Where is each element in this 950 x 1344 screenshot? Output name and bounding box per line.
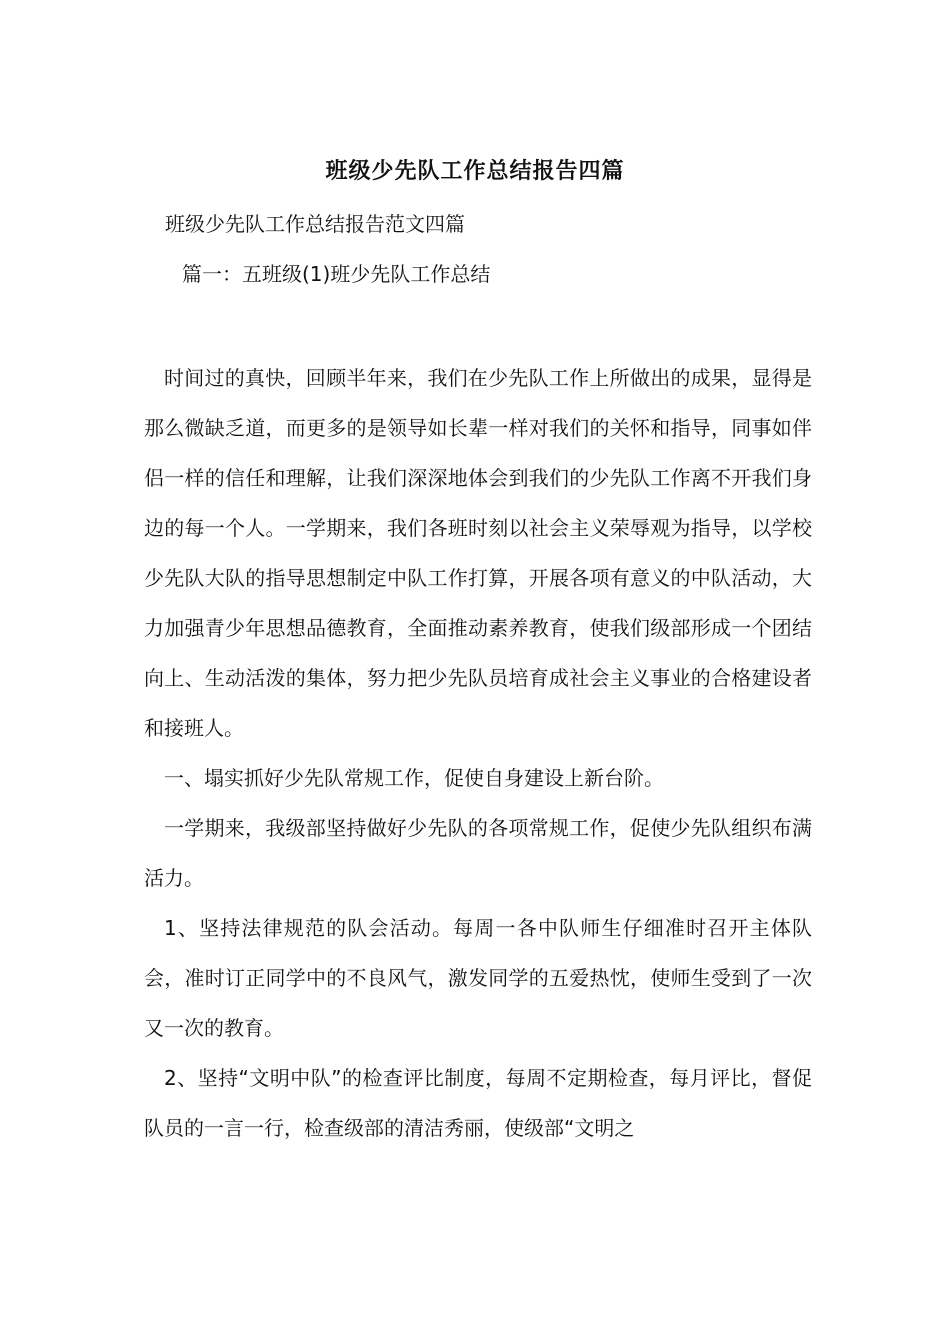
paragraph: 1、坚持法律规范的队会活动。每周一各中队师生仔细准时召开主体队会，准时订正同学中的不良风气，激发同学的五爱热忱，使师生受到了一次又一次的教育。 (144, 916, 812, 1040)
document-subtitle: 班级少先队工作总结报告范文四篇 (165, 212, 465, 236)
chapter-heading: 篇一：五班级(1)班少先队工作总结 (182, 262, 491, 286)
paragraph: 一学期来，我级部坚持做好少先队的各项常规工作，促使少先队组织布满活力。 (144, 816, 812, 890)
document-body (144, 353, 812, 1153)
paragraph: 时间过的真快，回顾半年来，我们在少先队工作上所做出的成果，显得是那么微缺乏道，而更多的是领导如长辈一样对我们的关怀和指导，同事如伴侣一样的信任和理解，让我们深深地体会到我们的少先队工作离不开我们身边的每一个人。一学期来，我们各班时刻以社会主义荣辱观为指导，以学校少先队大队的指导思想制定中队工作打算，开展各项有意义的中队活动，大力加强青少年思想品德教育，全面推动素养教育，使我们级部形成一个团结向上、生动活泼的集体，努力把少先队员培育成社会主义事业的合格建设者和接班人。 (144, 366, 812, 740)
paragraph: 一、塌实抓好少先队常规工作，促使自身建设上新台阶。 (164, 766, 664, 790)
paragraph: 2、坚持“文明中队”的检查评比制度，每周不定期检查，每月评比，督促队员的一言一行，检查级部的清洁秀丽，使级部“文明之 (144, 1066, 812, 1140)
document-title: 班级少先队工作总结报告四篇 (325, 159, 625, 184)
